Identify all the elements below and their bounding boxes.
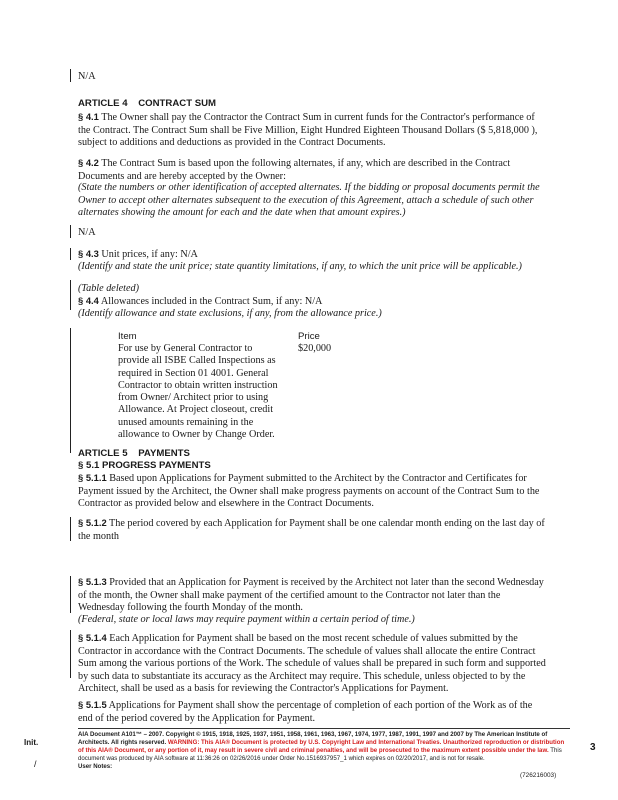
footer-user-notes: User Notes:	[78, 762, 113, 770]
init-mark: /	[34, 759, 37, 769]
footer-text	[78, 731, 568, 771]
section-4-3	[78, 248, 548, 262]
section-5-1-1	[78, 472, 548, 511]
section-5-1-2	[78, 517, 548, 543]
section-text: The period covered by each Application for Payment shall be one calendar month ending on the last day of the month	[78, 518, 545, 542]
page-number: 3	[590, 742, 596, 753]
section-number: § 4.3	[78, 248, 99, 259]
section-number: § 4.4	[78, 295, 99, 306]
allowance-price-value: $20,000	[298, 343, 332, 354]
section-text: Allowances included in the Contract Sum, if any: N/A	[100, 296, 323, 307]
section-4-2-value: N/A	[78, 227, 96, 238]
section-number: § 5.1.3	[78, 576, 107, 587]
section-4-2	[78, 157, 548, 183]
footer-produced: This document was produced by AIA software at 11:36:26 on 02/26/2016 under Order No.1516937957_1 which expires on 02/20/2017, and is not for resale.	[78, 746, 562, 762]
change-bar	[70, 69, 71, 82]
change-bar	[70, 517, 71, 541]
change-bar	[70, 225, 71, 238]
footer-warning: WARNING: This AIA® Document is protected by U.S. Copyright Law and International Treaties. Unauthorized reproduction or distribution of this AIA® Document, or any portion of it, may result in severe civil and criminal penalties, and will be prosecuted to the maximum extent possible under the law.	[78, 738, 565, 754]
change-bar	[70, 328, 71, 453]
change-bar	[70, 630, 71, 678]
section-number: § 5.1.1	[78, 472, 107, 483]
section-number: § 4.2	[78, 157, 99, 168]
article-5-heading: ARTICLE 5 PAYMENTS	[78, 448, 190, 459]
section-4-1	[78, 111, 548, 150]
section-5-1-3	[78, 576, 548, 615]
section-text: Unit prices, if any: N/A	[101, 249, 198, 260]
section-4-4-note: (Identify allowance and state exclusions, if any, from the allowance price.)	[78, 308, 382, 319]
allowance-item-text: For use by General Contractor to provide all ISBE Called Inspections as required in Section 01 4001. General Contractor to obtain written instruction from Owner/ Architect prior to using Allowance. At Project closeout, credit unused amounts remaining in the allowance to Owner by Change Order.	[118, 343, 278, 441]
section-4-3-note: (Identify and state the unit price; state quantity limitations, if any, to which the unit price will be applicable.)	[78, 261, 522, 272]
change-bar	[70, 280, 71, 310]
section-5-1-4	[78, 632, 548, 696]
top-na: N/A	[78, 71, 96, 82]
section-number: § 4.1	[78, 111, 99, 122]
section-number: § 5.1.4	[78, 632, 107, 643]
article-4-heading: ARTICLE 4 CONTRACT SUM	[78, 98, 217, 109]
allowance-item-header: Item	[118, 331, 137, 342]
section-number: § 5.1.5	[78, 699, 107, 710]
section-5-1-3-note: (Federal, state or local laws may require payment within a certain period of time.)	[78, 614, 415, 625]
section-4-2-note: (State the numbers or other identification of accepted alternates. If the bidding or proposal documents permit the Owner to accept other alternates subsequent to the execution of this Agreement, attach a schedule of such other alternates showing the amount for each and the date when that amount expires.)	[78, 182, 540, 219]
section-text: The Owner shall pay the Contractor the Contract Sum in current funds for the Contractor's performance of the Contract. The Contract Sum shall be Five Million, Eight Hundred Eighteen Thousand Dollars ($ 5,818,000 ), subject to additions and deductions as provided in the Contract Documents.	[78, 112, 538, 149]
section-text: Each Application for Payment shall be based on the most recent schedule of values submitted by the Contractor in accordance with the Contract Documents. The schedule of values shall allocate the entire Contract Sum among the various portions of the Work. The schedule of values shall be prepared in such form and supported by such data to substantiate its accuracy as the Architect may require. This schedule, unless objected to by the Architect, shall be used as a basis for reviewing the Contractor's Applications for Payment.	[78, 633, 546, 695]
footer-doc-number: (726216003)	[520, 772, 557, 779]
change-bar	[70, 248, 71, 260]
section-number: § 5.1.2	[78, 517, 107, 528]
allowance-price-header: Price	[298, 331, 320, 342]
section-text: The Contract Sum is based upon the following alternates, if any, which are described in the Contract Documents and are hereby accepted by the Owner:	[78, 158, 511, 182]
section-text: Provided that an Application for Payment is received by the Architect not later than the second Wednesday of the month, the Owner shall make payment of the certified amount to the Contractor not later than the Wednesday following the fourth Monday of the month.	[78, 577, 544, 614]
change-bar	[70, 576, 71, 613]
table-deleted-note: (Table deleted)	[78, 283, 140, 294]
section-text: Based upon Applications for Payment submitted to the Architect by the Contractor and Certificates for Payment issued by the Architect, the Owner shall make progress payments on account of the Contract Sum to the Contractor as provided below and elsewhere in the Contract Documents.	[78, 473, 540, 510]
init-label: Init.	[24, 738, 39, 747]
footer-copyright: AIA Document A101™ – 2007. Copyright © 1915, 1918, 1925, 1937, 1951, 1958, 1961, 1963, 1967, 1974, 1977, 1987, 1991, 1997 and 2007 by The American Institute of Architects. All rights reserved.	[78, 731, 548, 746]
section-text: Applications for Payment shall show the percentage of completion of each portion of the Work as of the end of the period covered by the Application for Payment.	[78, 700, 533, 724]
section-5-1-5	[78, 699, 548, 725]
section-4-4	[78, 295, 548, 309]
footer-rule	[78, 728, 570, 729]
section-5-1-heading: § 5.1 PROGRESS PAYMENTS	[78, 460, 211, 471]
